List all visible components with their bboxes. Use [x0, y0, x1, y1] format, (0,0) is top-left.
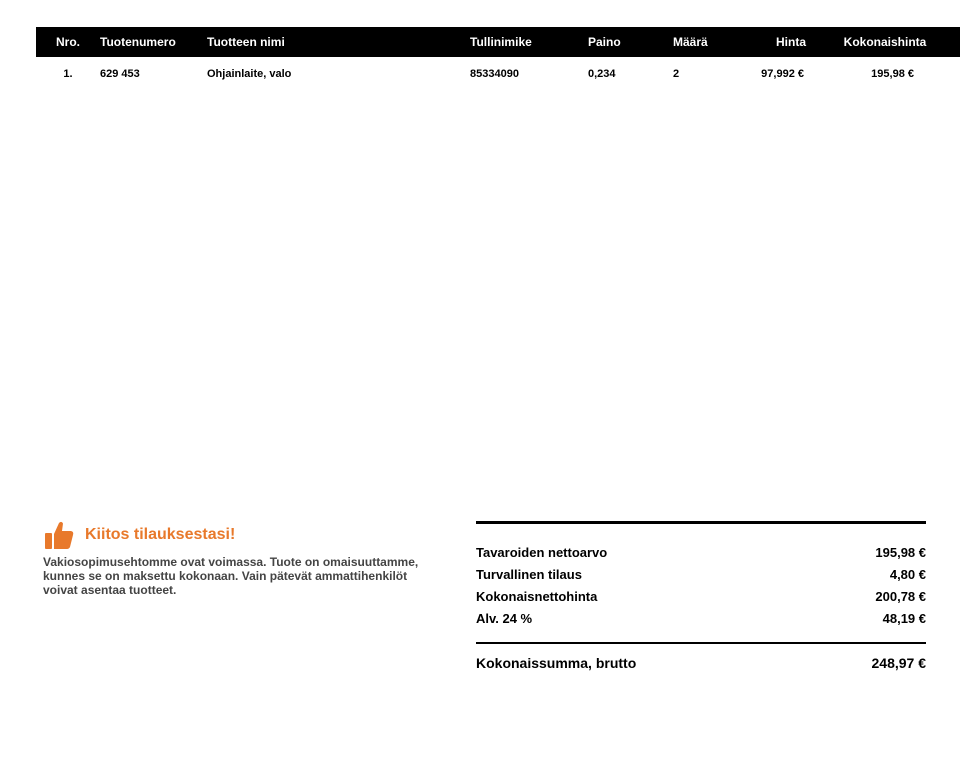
cell-quantity: 2: [673, 67, 680, 80]
summary-label: Kokonaisnettohinta: [476, 588, 598, 604]
summary-row-total-net: [476, 585, 926, 607]
col-header-weight: Paino: [588, 27, 673, 57]
order-items-table: [36, 27, 960, 90]
col-header-price: Hinta: [730, 27, 810, 57]
thank-you-title: Kiitos tilauksestasi!: [85, 526, 236, 543]
table-row: [36, 57, 960, 90]
col-header-customs-code: Tullinimike: [470, 27, 588, 57]
price-summary: [476, 521, 926, 682]
summary-value: 48,19 €: [882, 610, 926, 626]
col-header-product-name: Tuotteen nimi: [207, 27, 470, 57]
summary-row-vat: [476, 607, 926, 629]
grand-total-label: Kokonaissumma, brutto: [476, 655, 637, 671]
col-header-total-price: Kokonaishinta: [810, 27, 960, 57]
grand-total-value: 248,97 €: [871, 655, 926, 671]
cell-nro: 1.: [63, 67, 73, 80]
terms-text: Vakiosopimusehtomme ovat voimassa. Tuote on omaisuuttamme, kunnes se on maksettu kokonaan. Vain pätevät ammattihenkilöt voivat asentaa tuotteet.: [43, 555, 419, 597]
thank-you-section: [43, 519, 423, 597]
summary-value: 200,78 €: [875, 588, 926, 604]
cell-price: 97,992 €: [761, 67, 804, 80]
summary-value: 4,80 €: [889, 566, 926, 582]
table-header-row: [36, 27, 960, 57]
cell-product-number: 629 453: [100, 67, 140, 80]
summary-value: 195,98 €: [875, 544, 926, 560]
thumbs-up-icon: [43, 519, 75, 551]
summary-label: Turvallinen tilaus: [476, 566, 582, 582]
summary-label: Tavaroiden nettoarvo: [476, 544, 608, 560]
col-header-nro: Nro.: [36, 27, 100, 57]
thank-you-header: [43, 519, 423, 551]
summary-row-secure-order: [476, 563, 926, 585]
cell-total-price: 195,98 €: [871, 67, 914, 80]
summary-row-net-value: [476, 541, 926, 563]
col-header-product-number: Tuotenumero: [100, 27, 207, 57]
cell-product-name: Ohjainlaite, valo: [207, 67, 292, 80]
cell-customs-code: 85334090: [470, 67, 519, 80]
summary-rows: [476, 524, 926, 629]
summary-label: Alv. 24 %: [476, 610, 533, 626]
cell-weight: 0,234: [588, 67, 616, 80]
col-header-quantity: Määrä: [673, 27, 730, 57]
summary-grand-total: [476, 644, 926, 682]
